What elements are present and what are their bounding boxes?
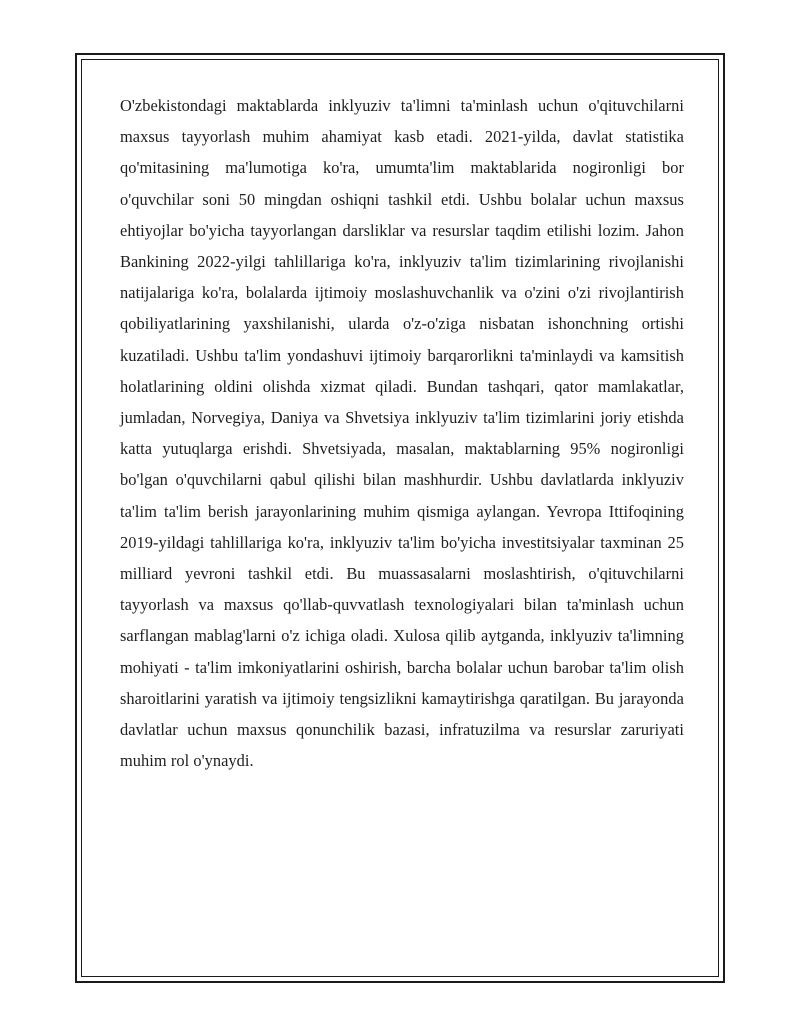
body-paragraph: O'zbekistondagi maktablarda inklyuziv ta'limni ta'minlash uchun o'qituvchilarni maxsus tayyorlash muhim ahamiyat kasb etadi. 2021-yilda, davlat statistika qo'mitasining ma'lumotiga ko'ra, umumta'lim maktablarida nogironligi bor o'quvchilar soni 50 mingdan oshiqni tashkil etdi. Ushbu bolalar uchun maxsus ehtiyojlar bo'yicha tayyorlangan darsliklar va resurslar taqdim etilishi lozim. Jahon Bankining 2022-yilgi tahlillariga ko'ra, inklyuziv ta'lim tizimlarining rivojlanishi natijalariga ko'ra, bolalarda ijtimoiy moslashuvchanlik va o'zini o'zi rivojlantirish qobiliyatlarining yaxshilanishi, ularda o'z-o'ziga nisbatan ishonchning ortishi kuzatiladi. Ushbu ta'lim yondashuvi ijtimoiy barqarorlikni ta'minlaydi va kamsitish holatlarining oldini olishda xizmat qiladi. Bundan tashqari, qator mamlakatlar, jumladan, Norvegiya, Daniya va Shvetsiya inklyuziv ta'lim tizimlarini joriy etishda katta yutuqlarga erishdi. Shvetsiyada, masalan, maktablarning 95% nogironligi bo'lgan o'quvchilarni qabul qilishi bilan mashhurdir. Ushbu davlatlarda inklyuziv ta'lim ta'lim berish jarayonlarining muhim qismiga aylangan. Yevropa Ittifoqining 2019-yildagi tahlillariga ko'ra, inklyuziv ta'lim bo'yicha investitsiyalar taxminan 25 milliard yevroni tashkil etdi. Bu muassasalarni moslashtirish, o'qituvchilarni tayyorlash va maxsus qo'llab-quvvatlash texnologiyalari bilan ta'minlash uchun sarflangan mablag'larni o'z ichiga oladi. Xulosa qilib aytganda, inklyuziv ta'limning mohiyati - ta'lim imkoniyatlarini oshirish, barcha bolalar uchun barobar ta'lim olish sharoitlarini yaratish va ijtimoiy tengsizlikni kamaytirishga qaratilgan. Bu jarayonda davlatlar uchun maxsus qonunchilik bazasi, infratuzilma va resurslar zaruriyati muhim rol o'ynaydi. (120, 96, 684, 771)
